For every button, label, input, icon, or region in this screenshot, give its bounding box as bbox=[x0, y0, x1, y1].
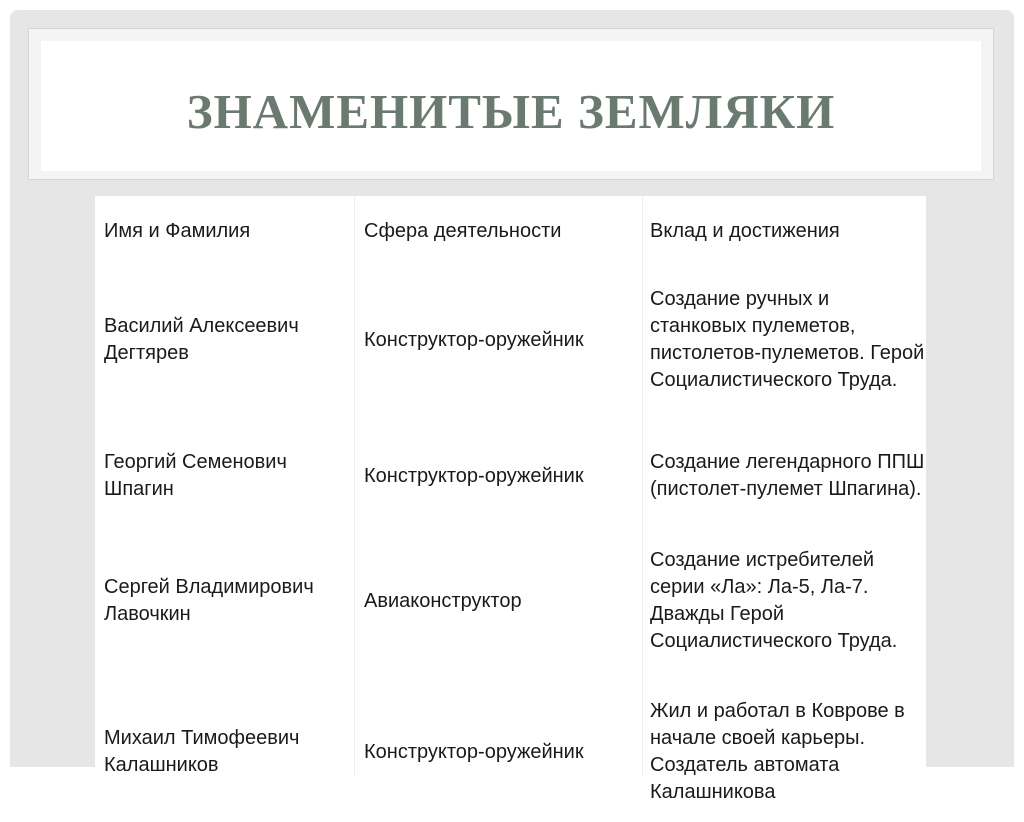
cell-name: Михаил Тимофеевич Калашников bbox=[104, 727, 300, 776]
header-name: Имя и Фамилия bbox=[104, 219, 251, 242]
slide-title: ЗНАМЕНИТЫЕ ЗЕМЛЯКИ bbox=[186, 83, 836, 139]
cell-name: Георгий Семенович Шпагин bbox=[104, 451, 287, 500]
table-row bbox=[95, 256, 926, 424]
table-row bbox=[95, 432, 926, 520]
cell-field: Конструктор-оружейник bbox=[364, 328, 584, 351]
table-row bbox=[95, 682, 926, 822]
cell-name: Василий Алексеевич Дегтярев bbox=[104, 315, 299, 364]
cell-field: Авиаконструктор bbox=[364, 589, 522, 612]
cell-field: Конструктор-оружейник bbox=[364, 740, 584, 763]
title-panel bbox=[41, 41, 981, 171]
cell-achievements: Жил и работал в Коврове в начале своей карьеры. Создатель автомата Калашникова bbox=[650, 700, 905, 803]
cell-field: Конструктор-оружейник bbox=[364, 464, 584, 487]
title-frame bbox=[28, 28, 994, 180]
header-field: Сфера деятельности bbox=[364, 219, 562, 242]
cell-achievements: Создание ручных и станковых пулеметов, пистолетов-пулеметов. Герой Социалистического Труда. bbox=[650, 288, 925, 391]
people-table bbox=[95, 196, 926, 803]
slide bbox=[10, 10, 1014, 803]
cell-achievements: Создание истребителей серии «Ла»: Ла-5, Ла-7. Дважды Герой Социалистического Труда. bbox=[650, 549, 898, 652]
cell-name: Сергей Владимирович Лавочкин bbox=[104, 576, 314, 625]
table-header-row bbox=[95, 208, 926, 254]
header-achievements: Вклад и достижения bbox=[650, 219, 840, 242]
cell-achievements: Создание легендарного ППШ (пистолет-пулемет Шпагина). bbox=[650, 451, 925, 500]
table-row bbox=[95, 529, 926, 673]
